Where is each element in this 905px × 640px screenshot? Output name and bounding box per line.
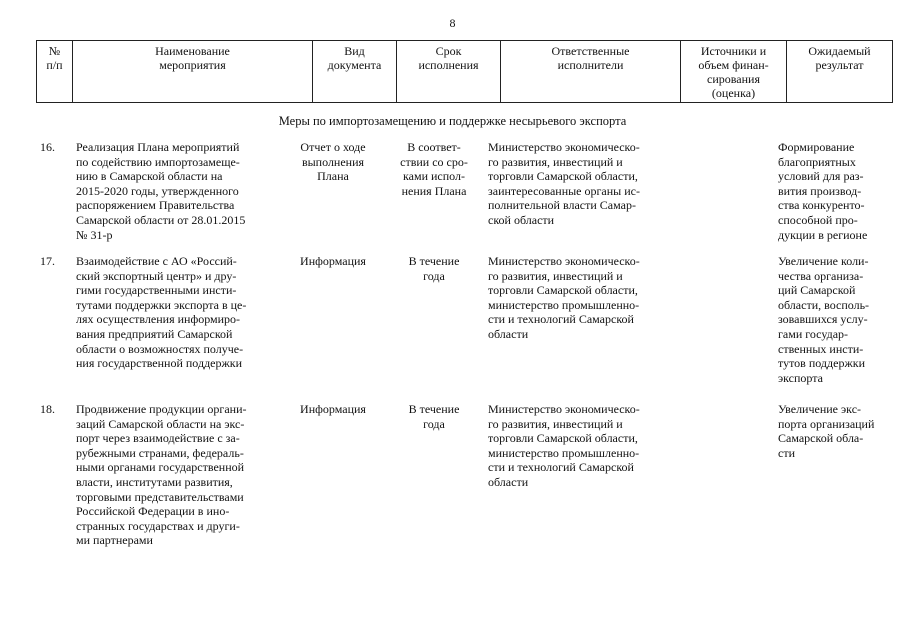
header-responsible: Ответственные исполнители	[501, 41, 681, 103]
table-header	[36, 40, 893, 103]
row-result: Увеличение коли- чества организа- ций Самарской области, восполь- зовавшихся услу- гами государ- ственных инсти- тутов поддержки экспорта	[778, 254, 870, 385]
row-name: Продвижение продукции органи- заций Самарской области на экс- порт через взаимодействие с за- рубежными странами, федераль- ными органами государственной власти, институтами развития, торговыми представительствами Российской Федерации в ино- странных государствах и други- ми партнерами	[76, 402, 247, 548]
row-number: 16.	[40, 140, 55, 154]
header-num: № п/п	[37, 41, 73, 103]
row-document: Информация	[300, 254, 366, 268]
row-name: Взаимодействие с АО «Россий- ский экспортный центр» и дру- гими государственными инсти- тутами поддержки экспорта в це- лях осуществления информиро- вания предприятий Самарской области о возможностях получе- ния государственной поддержки	[76, 254, 247, 371]
row-document: Информация	[300, 402, 366, 416]
header-term: Срок исполнения	[397, 41, 501, 103]
row-term: В соответ- ствии со сро- ками испол- нения Плана	[400, 140, 468, 198]
row-responsible: Министерство экономическо- го развития, инвестиций и торговли Самарской области, министерство промышленно- сти и технологий Самарской области	[488, 254, 640, 341]
header-name: Наименование мероприятия	[73, 41, 313, 103]
row-result: Увеличение экс- порта организаций Самарской обла- сти	[778, 402, 875, 460]
header-result: Ожидаемый результат	[787, 41, 893, 103]
row-term: В течение года	[408, 402, 460, 431]
row-document: Отчет о ходе выполнения Плана	[300, 140, 366, 184]
row-name: Реализация Плана мероприятий по содействию импортозамеще- нию в Самарской области на 2015-2020 годы, утвержденного распоряжением Правительства Самарской области от 28.01.2015 № 31-р	[76, 140, 246, 242]
row-result: Формирование благоприятных условий для раз- вития производ- ства конкуренто- способной про- дукции в регионе	[778, 140, 868, 242]
page-number: 8	[449, 16, 456, 30]
row-term: В течение года	[408, 254, 460, 283]
row-responsible: Министерство экономическо- го развития, инвестиций и торговли Самарской области, заинтересованные органы ис- полнительной власти Самар- ской области	[488, 140, 640, 227]
section-title: Меры по импортозамещению и поддержке несырьевого экспорта	[278, 114, 627, 128]
header-funding: Источники и объем финан- сирования (оценка)	[681, 41, 787, 103]
row-number: 17.	[40, 254, 55, 268]
row-number: 18.	[40, 402, 55, 416]
row-responsible: Министерство экономическо- го развития, инвестиций и торговли Самарской области, министерство промышленно- сти и технологий Самарской области	[488, 402, 640, 489]
header-doc: Вид документа	[313, 41, 397, 103]
